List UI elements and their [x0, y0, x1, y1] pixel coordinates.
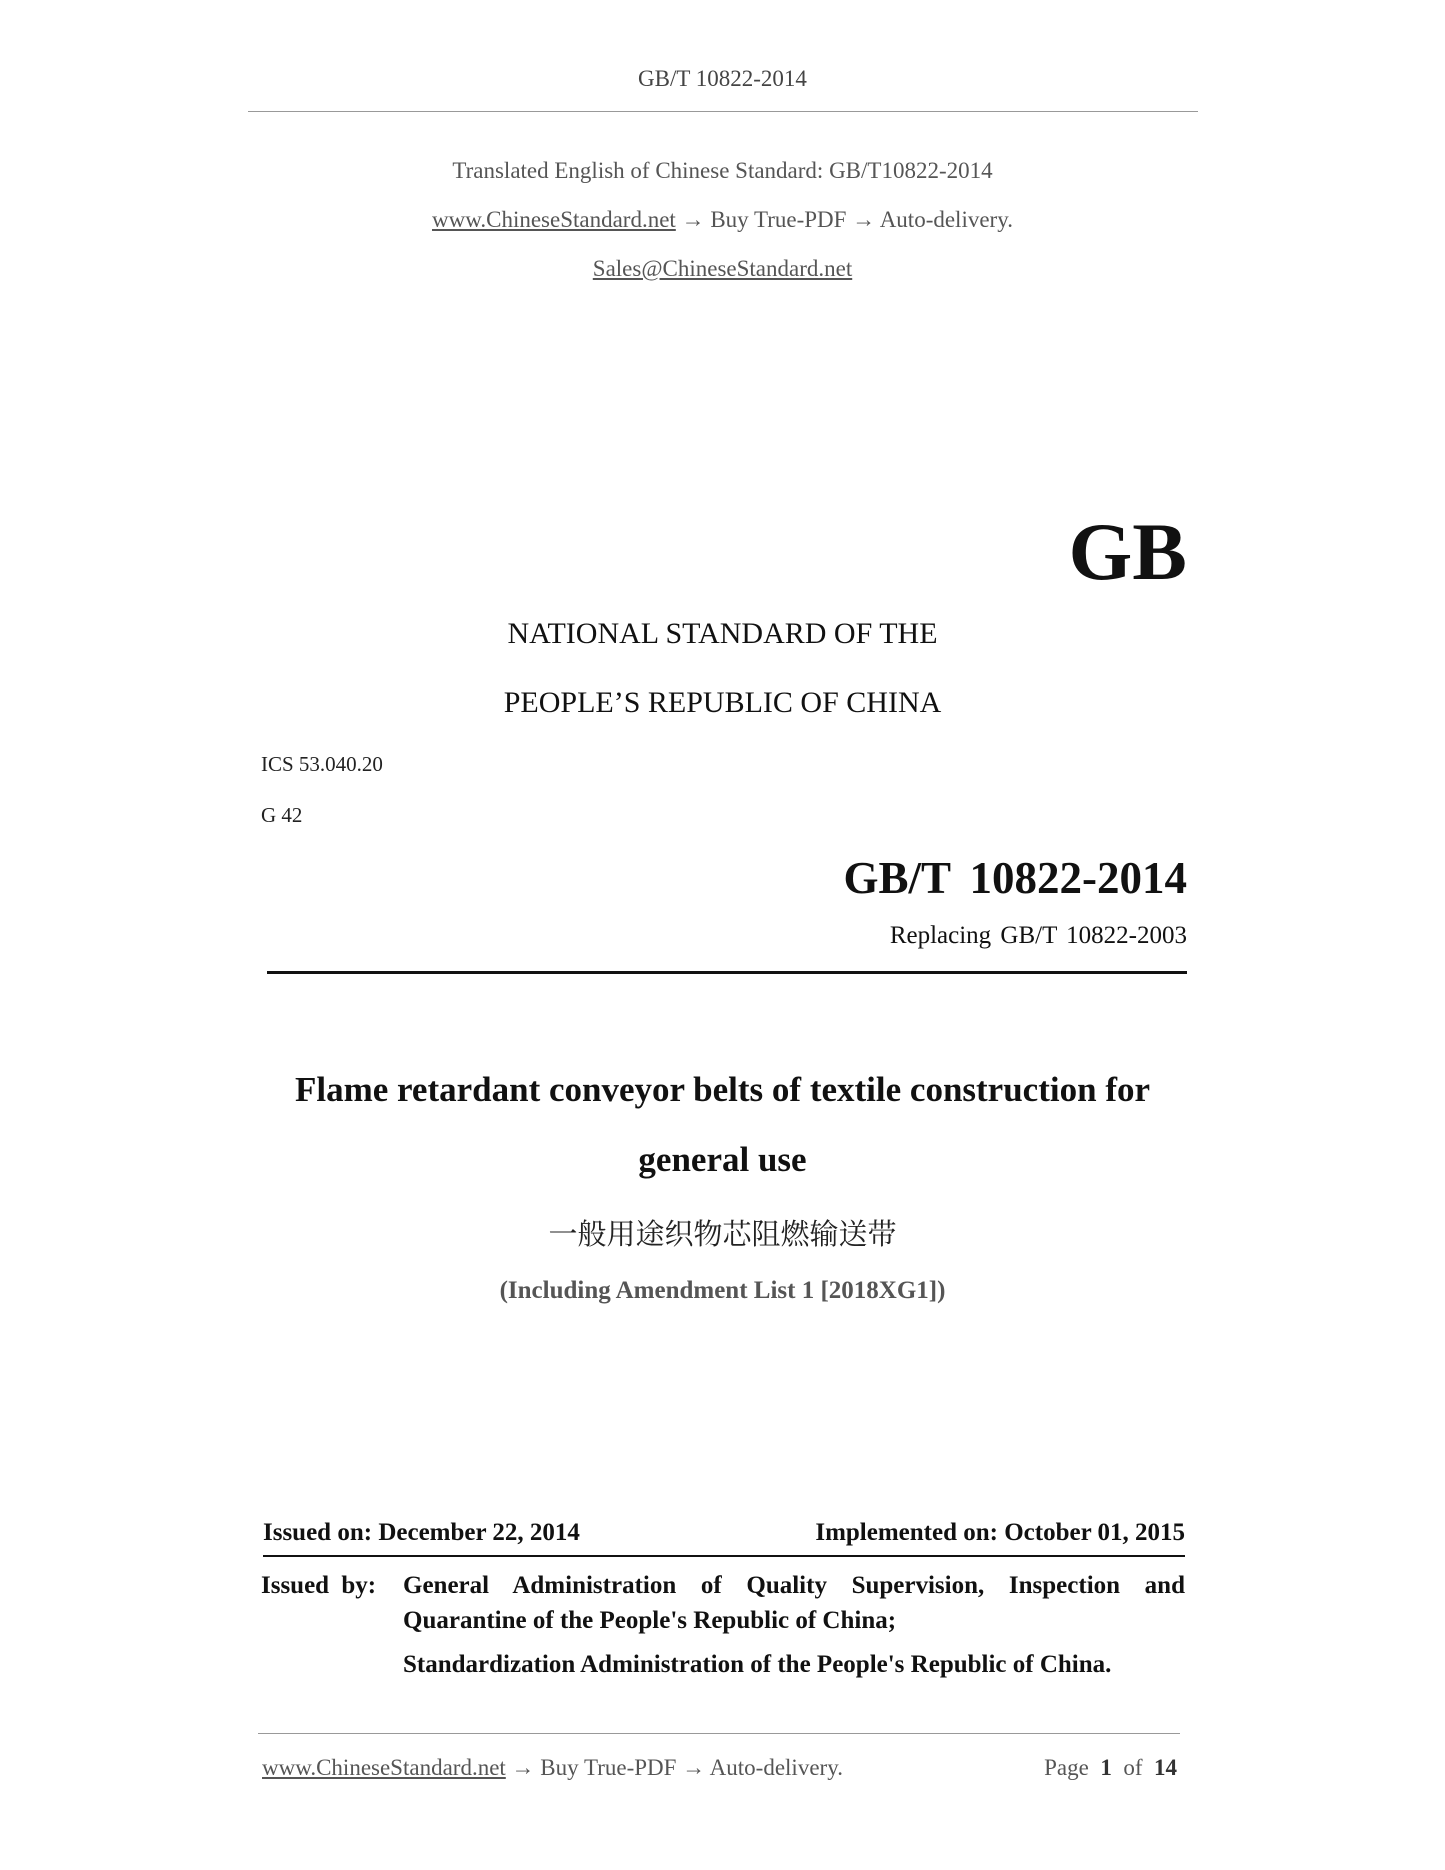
translated-notice: Translated English of Chinese Standard: GB/T10822-2014	[452, 158, 993, 183]
page-label: Page	[1044, 1755, 1089, 1780]
issued-by-label: Issued by:	[261, 1572, 377, 1599]
title-divider	[267, 971, 1187, 974]
page-current: 1	[1100, 1755, 1112, 1780]
footer-site-link[interactable]: www.ChineseStandard.net	[262, 1755, 506, 1780]
classification-code: G 42	[261, 803, 303, 827]
title-english-line-1: Flame retardant conveyor belts of textile construction for	[294, 1070, 1151, 1109]
issuer-line-3: Standardization Administration of the People's Republic of China.	[403, 1651, 1112, 1678]
page-total: 14	[1154, 1755, 1177, 1780]
footer-auto-delivery-text: Auto-delivery.	[709, 1755, 843, 1780]
arrow-icon: →	[681, 207, 705, 232]
footer-buy-text: Buy True-PDF	[540, 1755, 677, 1780]
arrow-icon: →	[682, 1755, 706, 1780]
implemented-on-date: Implemented on: October 01, 2015	[815, 1519, 1185, 1546]
gb-mark: GB	[1068, 506, 1187, 597]
dates-divider	[263, 1555, 1185, 1557]
promo-links-line	[0, 207, 1445, 233]
issued-on-date: Issued on: December 22, 2014	[263, 1519, 580, 1546]
page-of: of	[1123, 1755, 1143, 1780]
arrow-icon: →	[511, 1755, 535, 1780]
amendment-note: (Including Amendment List 1 [2018XG1])	[499, 1277, 946, 1304]
running-header-title: GB/T 10822-2014	[638, 66, 807, 91]
issuer-line-2: Quarantine of the People's Republic of China;	[403, 1607, 897, 1634]
footer-divider	[258, 1733, 1180, 1734]
issuer-line-1: General Administration of Quality Supervision, Inspection and	[403, 1572, 1185, 1599]
replacing-standard: Replacing GB/T 10822-2003	[889, 922, 1187, 949]
buy-text: Buy True-PDF	[710, 207, 847, 232]
national-standard-line-2: PEOPLE’S REPUBLIC OF CHINA	[503, 686, 942, 719]
ics-code: ICS 53.040.20	[261, 752, 383, 776]
national-standard-line-1: NATIONAL STANDARD OF THE	[507, 617, 938, 650]
standard-number: GB/T 10822-2014	[843, 853, 1187, 903]
header-divider	[248, 111, 1198, 112]
sales-email-link[interactable]: Sales@ChineseStandard.net	[592, 256, 853, 281]
footer-links-line	[262, 1755, 843, 1781]
site-link[interactable]: www.ChineseStandard.net	[432, 207, 676, 232]
page-indicator	[1044, 1755, 1177, 1781]
title-english-line-2: general use	[638, 1140, 807, 1179]
arrow-icon: →	[852, 207, 876, 232]
sales-line	[0, 256, 1445, 282]
title-chinese: 一般用途织物芯阻燃输送带	[548, 1217, 897, 1251]
auto-delivery-text: Auto-delivery.	[879, 207, 1013, 232]
